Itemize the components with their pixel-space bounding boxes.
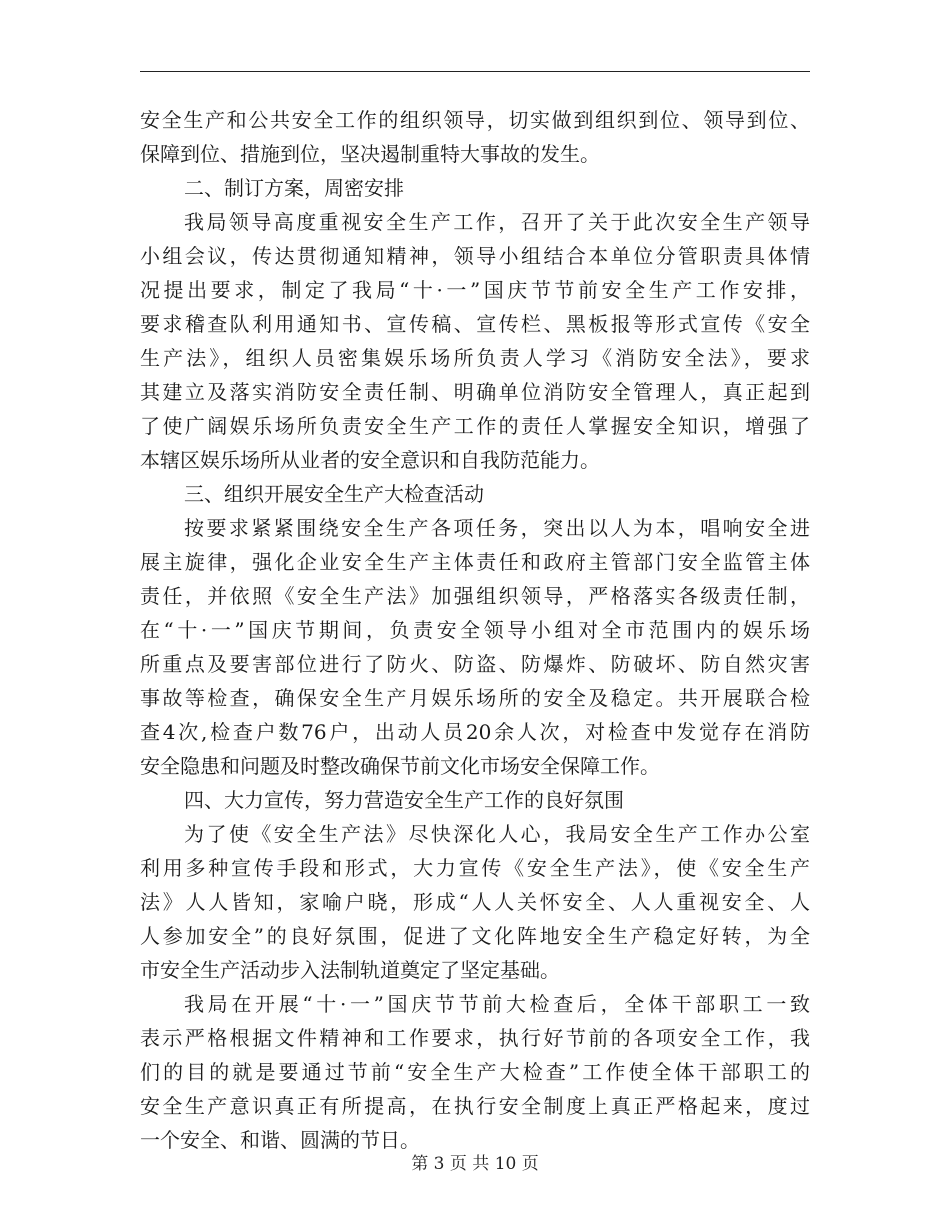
text-line: 四、大力宣传，努力营造安全生产工作的良好氛围 xyxy=(184,788,624,812)
text-line: 展主旋律，强化企业安全生产主体责任和政府主管部门安全监管主体 xyxy=(140,550,810,574)
text-line: 利用多种宣传手段和形式，大力宣传《安全生产法》，使《安全生产 xyxy=(140,856,810,880)
text-line: 在“十·一”国庆节期间，负责安全领导小组对全市范围内的娱乐场 xyxy=(140,618,810,642)
text-line: 生产法》，组织人员密集娱乐场所负责人学习《消防安全法》，要求 xyxy=(140,346,810,370)
text-line: 按要求紧紧围绕安全生产各项任务，突出以人为本，唱响安全进 xyxy=(184,516,810,540)
text-line: 二、制订方案，周密安排 xyxy=(184,176,404,200)
text-line: 事故等检查，确保安全生产月娱乐场所的安全及稳定。共开展联合检 xyxy=(140,686,810,710)
document-body xyxy=(140,103,810,1157)
text-line: 小组会议，传达贯彻通知精神，领导小组结合本单位分管职责具体情 xyxy=(140,244,810,268)
text-line: 要求稽查队利用通知书、宣传稿、宣传栏、黑板报等形式宣传《安全 xyxy=(140,312,810,336)
text-line: 表示严格根据文件精神和工作要求，执行好节前的各项安全工作，我 xyxy=(140,1026,810,1050)
text-line: 法》人人皆知，家喻户晓，形成“人人关怀安全、人人重视安全、人 xyxy=(140,890,810,914)
text-line: 我局在开展“十·一”国庆节节前大检查后，全体干部职工一致 xyxy=(184,992,810,1016)
text-line: 所重点及要害部位进行了防火、防盗、防爆炸、防破坏、防自然灾害 xyxy=(140,652,810,676)
text-line: 安全隐患和问题及时整改确保节前文化市场安全保障工作。 xyxy=(140,754,660,778)
text-line: 为了使《安全生产法》尽快深化人心，我局安全生产工作办公室 xyxy=(184,822,810,846)
text-line: 安全生产和公共安全工作的组织领导，切实做到组织到位、领导到位、 xyxy=(140,108,810,132)
text-line: 三、组织开展安全生产大检查活动 xyxy=(184,482,484,506)
text-line: 安全生产意识真正有所提高，在执行安全制度上真正严格起来，度过 xyxy=(140,1094,810,1118)
text-line: 们的目的就是要通过节前“安全生产大检查”工作使全体干部职工的 xyxy=(140,1060,810,1084)
text-line: 市安全生产活动步入法制轨道奠定了坚定基础。 xyxy=(140,958,560,982)
text-line: 保障到位、措施到位，坚决遏制重特大事故的发生。 xyxy=(140,142,600,166)
header-rule xyxy=(140,71,810,72)
text-line: 况提出要求，制定了我局“十·一”国庆节节前安全生产工作安排， xyxy=(140,278,810,302)
text-line: 一个安全、和谐、圆满的节日。 xyxy=(140,1128,420,1152)
text-line: 人参加安全”的良好氛围，促进了文化阵地安全生产稳定好转，为全 xyxy=(140,924,810,948)
text-line: 了使广阔娱乐场所负责安全生产工作的责任人掌握安全知识，增强了 xyxy=(140,414,810,438)
text-line: 其建立及落实消防安全责任制、明确单位消防安全管理人，真正起到 xyxy=(140,380,810,404)
page-footer: 第 3 页 共 10 页 xyxy=(411,1154,539,1174)
text-line: 我局领导高度重视安全生产工作，召开了关于此次安全生产领导 xyxy=(184,210,810,234)
text-line: 本辖区娱乐场所从业者的安全意识和自我防范能力。 xyxy=(140,448,600,472)
text-line: 责任，并依照《安全生产法》加强组织领导，严格落实各级责任制， xyxy=(140,584,810,608)
text-line: 查4次,检查户数76户，出动人员20余人次，对检查中发觉存在消防 xyxy=(140,720,810,744)
